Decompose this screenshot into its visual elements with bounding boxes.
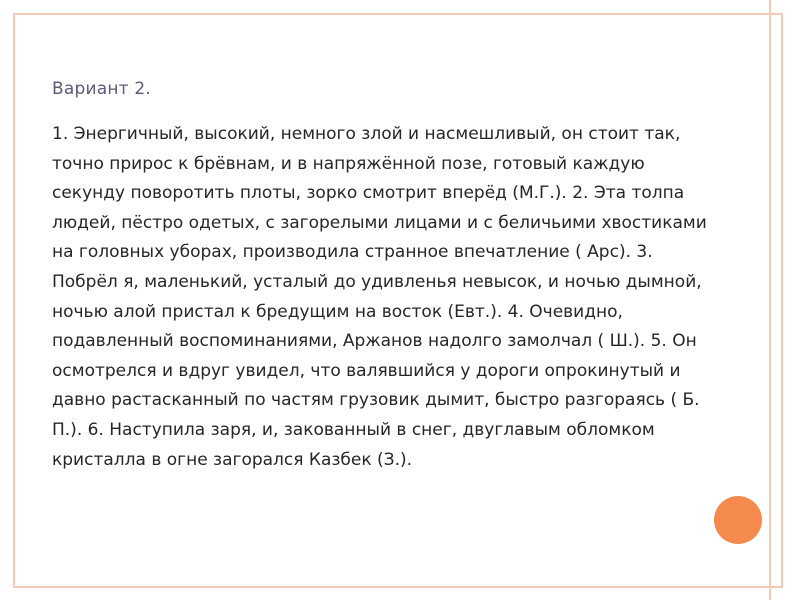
slide-title: Вариант 2.: [52, 79, 151, 99]
text-line: кристалла в огне загорался Казбек (З.).: [52, 449, 413, 470]
text-line: П.). 6. Наступила заря, и, закованный в снег, двуглавым обломком: [52, 419, 655, 440]
frame-right-line: [769, 0, 771, 600]
text-line: людей, пёстро одетых, с загорелыми лицами и с беличьими хвостиками: [52, 212, 707, 233]
text-line: давно растасканный по частям грузовик дымит, быстро разгораясь ( Б.: [52, 390, 700, 411]
text-line: 1. Энергичный, высокий, немного злой и насмешливый, он стоит так,: [52, 124, 681, 144]
text-line: секунду поворотить плоты, зорко смотрит вперёд (М.Г.). 2. Эта толпа: [52, 183, 685, 204]
decorative-circle: [714, 496, 762, 544]
text-line: на головных уборах, производила странное впечатление ( Арс). 3.: [52, 242, 653, 263]
text-line: осмотрелся и вдруг увидел, что валявшийся у дороги опрокинутый и: [52, 360, 681, 381]
slide-body-text: [38, 120, 750, 475]
text-line: Побрёл я, маленький, усталый до удивленья невысок, и ночью дымной,: [52, 271, 702, 292]
text-line: ночью алой пристал к бредущим на восток (Евт.). 4. Очевидно,: [52, 301, 623, 322]
text-line: подавленный воспоминаниями, Аржанов надолго замолчал ( Ш.). 5. Он: [52, 331, 697, 352]
text-line: точно прирос к брёвнам, и в напряжённой позе, готовый каждую: [52, 153, 645, 174]
